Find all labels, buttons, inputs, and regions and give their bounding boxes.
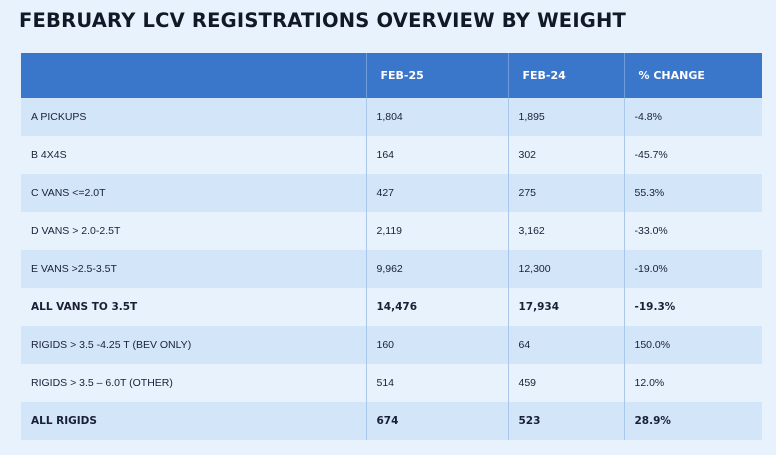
category-cell: RIGIDS > 3.5 -4.25 T (BEV ONLY) bbox=[21, 326, 366, 364]
feb-24-cell: 3,162 bbox=[508, 212, 624, 250]
feb-25-cell: 514 bbox=[366, 364, 508, 402]
percent-change-cell: -4.8% bbox=[624, 98, 762, 136]
percent-change-cell: 28.9% bbox=[624, 402, 762, 440]
table-total-row bbox=[21, 402, 762, 440]
header-category bbox=[21, 53, 366, 98]
feb-24-cell: 1,895 bbox=[508, 98, 624, 136]
table-total-row bbox=[21, 288, 762, 326]
percent-change-cell: 12.0% bbox=[624, 364, 762, 402]
percent-change-cell: -19.3% bbox=[624, 288, 762, 326]
category-cell: D VANS > 2.0-2.5T bbox=[21, 212, 366, 250]
table-row bbox=[21, 212, 762, 250]
header-percent-change: % CHANGE bbox=[624, 53, 762, 98]
table-row bbox=[21, 174, 762, 212]
feb-25-cell: 14,476 bbox=[366, 288, 508, 326]
table-body bbox=[21, 98, 762, 440]
feb-25-cell: 427 bbox=[366, 174, 508, 212]
feb-25-cell: 160 bbox=[366, 326, 508, 364]
category-cell: ALL VANS TO 3.5T bbox=[21, 288, 366, 326]
feb-25-cell: 164 bbox=[366, 136, 508, 174]
table-row bbox=[21, 98, 762, 136]
percent-change-cell: -45.7% bbox=[624, 136, 762, 174]
feb-24-cell: 523 bbox=[508, 402, 624, 440]
feb-25-cell: 2,119 bbox=[366, 212, 508, 250]
feb-24-cell: 12,300 bbox=[508, 250, 624, 288]
percent-change-cell: 55.3% bbox=[624, 174, 762, 212]
category-cell: C VANS <=2.0T bbox=[21, 174, 366, 212]
registrations-table-container bbox=[21, 53, 762, 440]
feb-24-cell: 17,934 bbox=[508, 288, 624, 326]
table-row bbox=[21, 250, 762, 288]
percent-change-cell: -19.0% bbox=[624, 250, 762, 288]
feb-24-cell: 302 bbox=[508, 136, 624, 174]
category-cell: ALL RIGIDS bbox=[21, 402, 366, 440]
header-feb-25: FEB-25 bbox=[366, 53, 508, 98]
table-row bbox=[21, 326, 762, 364]
feb-25-cell: 9,962 bbox=[366, 250, 508, 288]
feb-24-cell: 459 bbox=[508, 364, 624, 402]
registrations-table bbox=[21, 53, 762, 440]
percent-change-cell: -33.0% bbox=[624, 212, 762, 250]
table-row bbox=[21, 364, 762, 402]
feb-24-cell: 64 bbox=[508, 326, 624, 364]
page-title: FEBRUARY LCV REGISTRATIONS OVERVIEW BY WEIGHT bbox=[19, 9, 627, 32]
feb-25-cell: 674 bbox=[366, 402, 508, 440]
category-cell: E VANS >2.5-3.5T bbox=[21, 250, 366, 288]
category-cell: B 4X4S bbox=[21, 136, 366, 174]
table-row bbox=[21, 136, 762, 174]
feb-25-cell: 1,804 bbox=[366, 98, 508, 136]
category-cell: A PICKUPS bbox=[21, 98, 366, 136]
table-header-row bbox=[21, 53, 762, 98]
category-cell: RIGIDS > 3.5 – 6.0T (OTHER) bbox=[21, 364, 366, 402]
header-feb-24: FEB-24 bbox=[508, 53, 624, 98]
feb-24-cell: 275 bbox=[508, 174, 624, 212]
percent-change-cell: 150.0% bbox=[624, 326, 762, 364]
